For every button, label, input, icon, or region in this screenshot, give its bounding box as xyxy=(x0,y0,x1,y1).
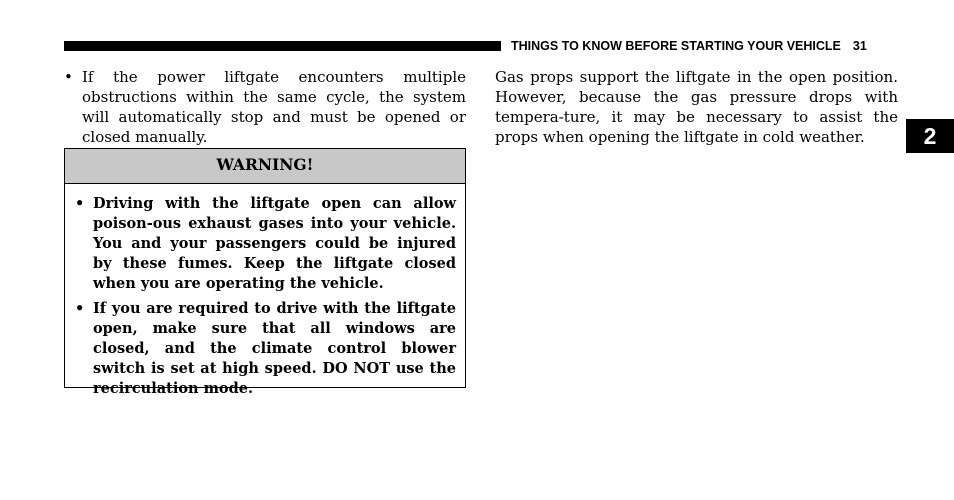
list-item-text: If you are required to drive with the liftgate open, make sure that all windows are closed, and the climate control blower switch is set at high speed. DO NOT use the recirculation mode. xyxy=(93,300,456,397)
list-item-text: If the power liftgate encounters multiple obstructions within the same cycle, the system will automatically stop and must be opened or closed manually. xyxy=(82,68,466,146)
body-paragraph: Gas props support the liftgate in the open position. However, because the gas pressure drops with tempera-ture, it may be necessary to assist the props when opening the liftgate in cold weather. xyxy=(495,68,898,146)
bullet-list xyxy=(64,67,466,147)
left-column xyxy=(64,67,466,147)
header-rule xyxy=(64,41,501,51)
warning-box xyxy=(64,148,466,397)
bullet-icon: • xyxy=(75,300,85,317)
bullet-icon: • xyxy=(64,68,73,86)
list-item xyxy=(64,67,466,147)
bullet-icon: • xyxy=(75,195,85,212)
page-number: 31 xyxy=(852,39,867,53)
warning-list xyxy=(65,184,465,399)
warning-title: WARNING! xyxy=(65,149,465,184)
right-column xyxy=(495,67,898,147)
chapter-tab: 2 xyxy=(906,119,954,153)
list-item xyxy=(75,194,456,294)
list-item-text: Driving with the liftgate open can allow poison-ous exhaust gases into your vehicle. You and your passengers could be injured by these fumes. Keep the liftgate closed when you are operating the vehicle. xyxy=(93,195,456,292)
running-header xyxy=(511,38,901,54)
header-title: THINGS TO KNOW BEFORE STARTING YOUR VEHICLE xyxy=(511,39,841,53)
list-item xyxy=(75,299,456,399)
